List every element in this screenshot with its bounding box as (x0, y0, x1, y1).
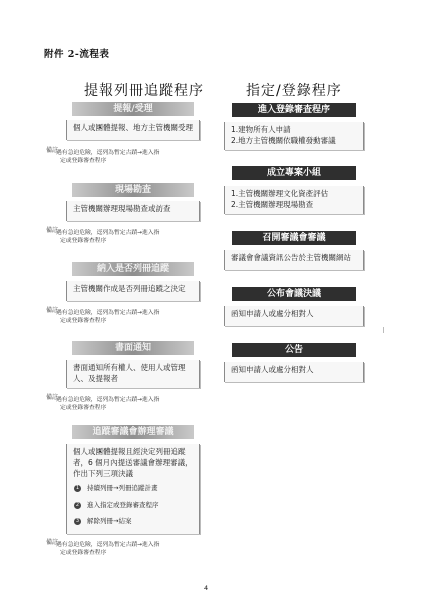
step-box-written-notice (66, 360, 200, 388)
step-text: 主管機關作成是否列冊追蹤之決定 (73, 284, 186, 293)
step-heading-listing-decision: 納入是否列冊追蹤 (72, 262, 194, 276)
step-text: 函知申請人或處分相對人 (231, 309, 314, 318)
note-lead: 備註 (46, 227, 59, 234)
step-heading-announcement: 公告 (232, 343, 356, 357)
note-line-2: 定或登錄審查程序 (60, 318, 107, 324)
note (46, 149, 159, 165)
option-bullet-icon: 3 (75, 517, 80, 524)
note (46, 309, 159, 325)
page-number: 4 (204, 584, 209, 592)
note-line-2: 定或登錄審查程序 (60, 158, 107, 164)
step-heading-review-committee: 追蹤審議會辦理審議 (72, 425, 194, 439)
step-text: 2.地方主管機關依職權發動審議 (231, 136, 336, 145)
step-heading-task-force: 成立專案小組 (232, 166, 356, 180)
step-box-listing-decision (66, 281, 200, 301)
margin-mark (383, 327, 384, 333)
step-text: 人、及提報者 (73, 374, 118, 383)
option-text: 持續列冊→列冊追蹤計畫 (87, 484, 158, 492)
note-lead: 備註 (46, 307, 59, 314)
step-text: 個人或團體提報、地方主管機關受理 (73, 123, 193, 132)
step-heading-written-notice: 書面通知 (72, 341, 194, 355)
step-text: 1.建物所有人申請 (231, 125, 291, 134)
step-box-report (66, 120, 200, 140)
note (46, 396, 159, 412)
step-heading-report: 提報/受理 (72, 102, 194, 116)
step-text: 作出下列三項決議 (73, 469, 133, 478)
step-text: 個人或團體提報且經決定列冊追蹤 (73, 447, 186, 456)
note-line-2: 定或登錄審查程序 (60, 238, 107, 244)
note-lead: 備註 (46, 539, 59, 546)
step-text: 者，6 個月內提送審議會辦理審議， (73, 458, 193, 467)
step-heading-survey: 現場勘查 (72, 183, 194, 197)
step-text: 函知申請人或處分相對人 (231, 365, 314, 374)
step-heading-enter-review: 進入登錄審查程序 (232, 103, 356, 117)
note-line-1: 遇有急迫危險，逕列為暫定古蹟→進入指 (56, 230, 160, 236)
note-line-1: 遇有急迫危險，逕列為暫定古蹟→進入指 (56, 310, 160, 316)
step-text: 1.主管機關辦理文化資產評估 (231, 189, 329, 198)
appendix-label: 附件 2-流程表 (44, 49, 110, 60)
note-line-2: 定或登錄審查程序 (60, 550, 107, 556)
step-text: 2.主管機關辦理現場勘查 (231, 200, 314, 209)
note (46, 229, 159, 245)
option-continue-listing (74, 483, 157, 492)
note-lead: 備註 (46, 394, 59, 401)
note-line-1: 遇有急迫危險，逕列為暫定古蹟→進入指 (56, 397, 160, 403)
option-bullet-icon: 2 (75, 501, 80, 508)
option-text: 解除列冊→結案 (87, 517, 132, 525)
step-text: 書面通知所有權人、使用人或管理 (73, 363, 186, 372)
step-heading-committee-meeting: 召開審議會審議 (232, 231, 356, 245)
note-lead: 備註 (46, 147, 59, 154)
step-box-committee-meeting (224, 250, 364, 270)
step-text: 主管機關辦理現場勘查或訪查 (73, 204, 171, 213)
note-line-1: 遇有急迫危險，逕列為暫定古蹟→進入指 (56, 542, 160, 548)
note-line-2: 定或登錄審查程序 (60, 405, 107, 411)
left-column-title: 提報列冊追蹤程序 (84, 83, 204, 99)
step-box-announcement (224, 362, 364, 382)
step-box-survey (66, 201, 200, 221)
option-bullet-icon: 1 (75, 484, 80, 491)
option-enter-review (74, 500, 159, 509)
step-heading-publish-resolution: 公布會議決議 (232, 287, 356, 301)
option-delist (74, 516, 131, 525)
step-text: 審議會會議資訊公告於主管機關網站 (231, 253, 351, 262)
step-box-task-force (224, 186, 364, 214)
note-line-1: 遇有急迫危險，逕列為暫定古蹟→進入指 (56, 150, 160, 156)
option-text: 進入指定或登錄審查程序 (87, 501, 159, 509)
step-box-enter-review (224, 122, 364, 150)
note (46, 541, 159, 557)
step-box-publish-resolution (224, 306, 364, 326)
right-column-title: 指定/登錄程序 (246, 83, 342, 99)
